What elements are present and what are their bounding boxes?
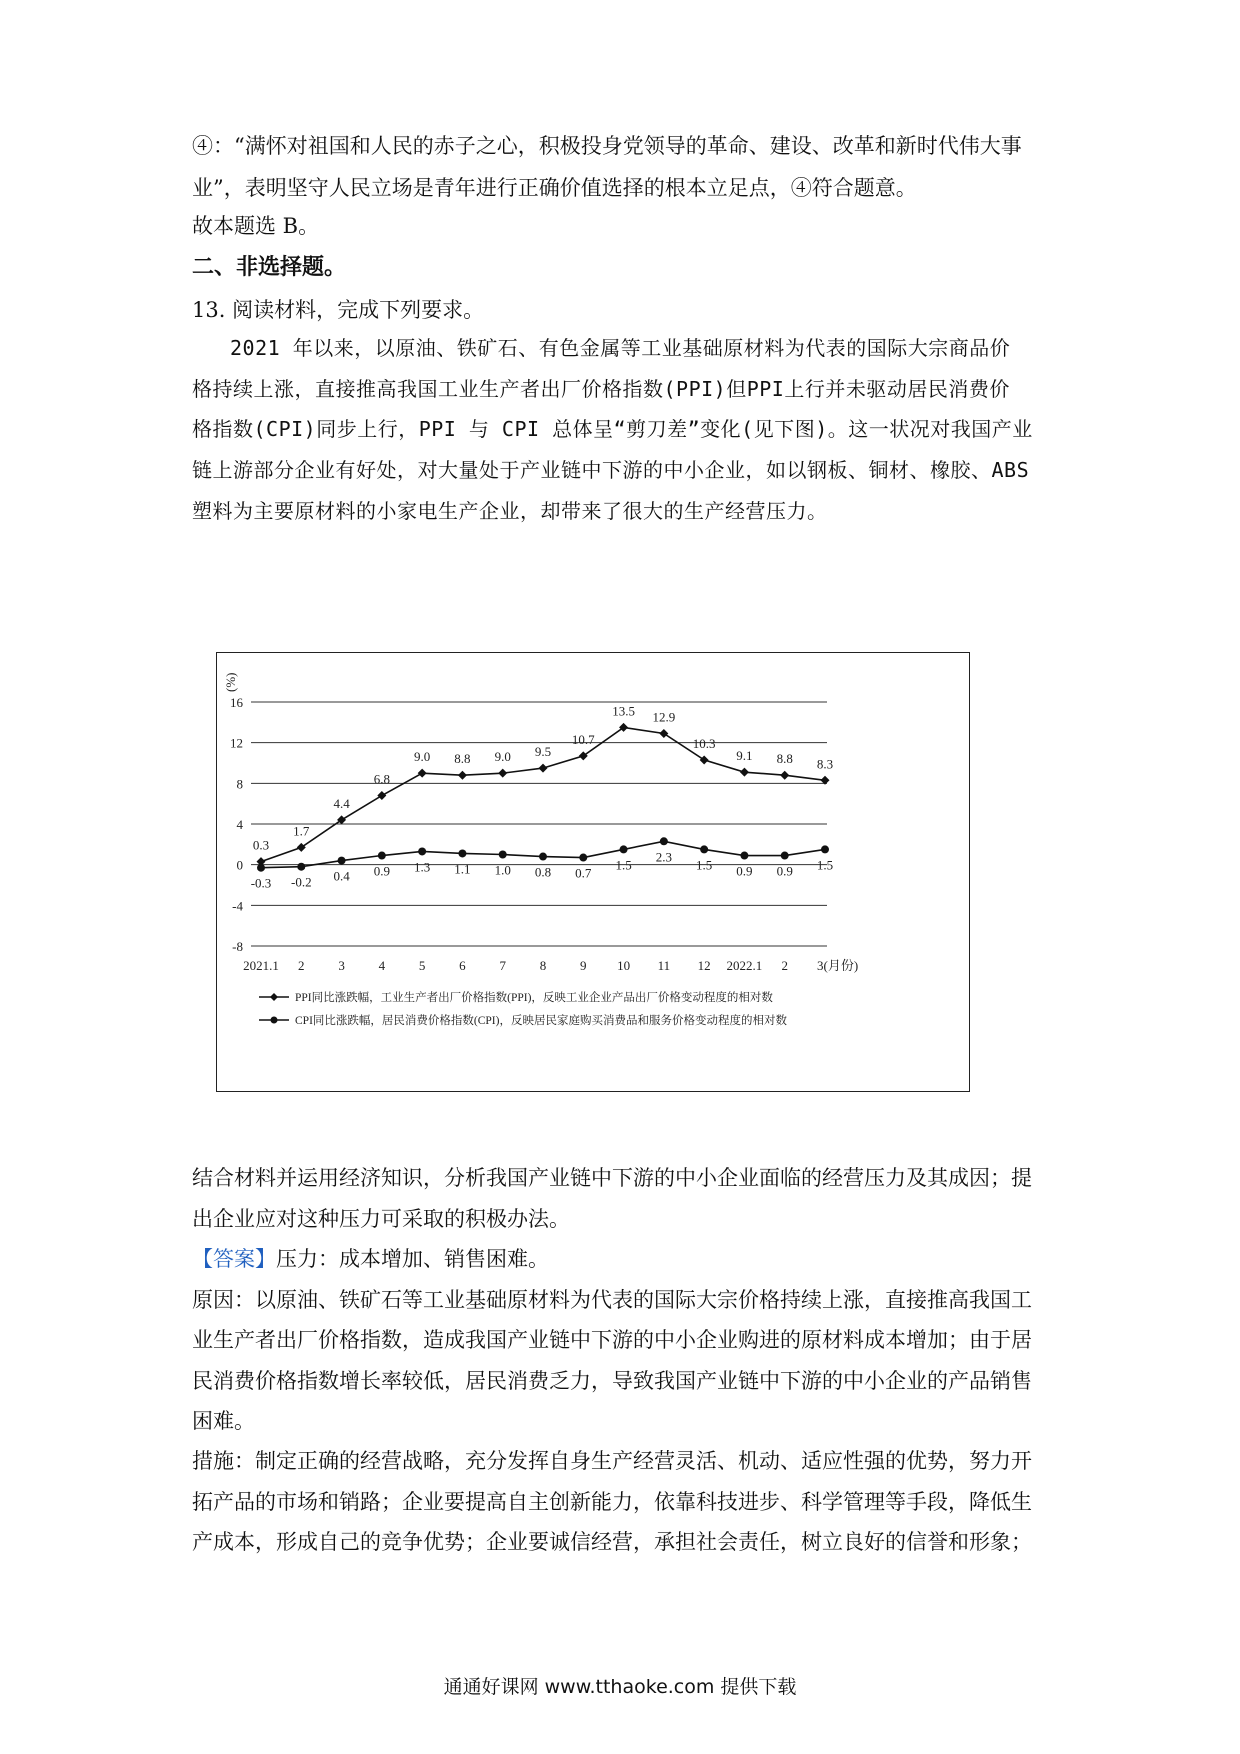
x-tick-label: 3 [338, 958, 345, 973]
answer-tag: 【答案】 [192, 1247, 276, 1271]
prev-answer-line-2: 业”，表明坚守人民立场是青年进行正确价值选择的根本立足点，④符合题意。 [192, 176, 917, 200]
cpi-point [338, 857, 346, 865]
ppi-data-label: 9.0 [414, 749, 431, 765]
x-tick-label: 6 [459, 958, 466, 973]
cpi-point [257, 864, 265, 872]
requirement-line: 出企业应对这种压力可采取的积极办法。 [192, 1207, 570, 1231]
x-tick-label: 2022.1 [726, 958, 763, 973]
ppi-data-label: 0.3 [252, 837, 270, 853]
cpi-data-label: 1.0 [494, 862, 511, 878]
ppi-data-label: 6.8 [373, 771, 390, 787]
ppi-data-label: 13.5 [612, 703, 635, 719]
cpi-point [499, 851, 507, 859]
question-stem: 13. 阅读材料，完成下列要求。 [192, 298, 485, 322]
answer-measure-line: 产成本，形成自己的竞争优势；企业要诚信经营，承担社会责任，树立良好的信誉和形象； [192, 1530, 1032, 1554]
legend-cpi-text: CPI同比涨跌幅，居民消费价格指数(CPI)，反映居民家庭购买消费品和服务价格变动程度的相对数 [295, 1015, 787, 1027]
y-tick-label: 8 [236, 776, 243, 792]
cpi-point [660, 837, 668, 845]
answer-pressure-text: 压力：成本增加、销售困难。 [276, 1247, 549, 1271]
cpi-data-label: 1.1 [454, 861, 471, 877]
answer-cause-line: 困难。 [192, 1409, 255, 1433]
y-axis-label: (%) [223, 672, 238, 692]
y-tick-label: 4 [236, 817, 243, 832]
cpi-data-label: 0.9 [776, 863, 793, 879]
cpi-data-label: 2.3 [655, 849, 672, 865]
cpi-data-label: 1.5 [816, 857, 834, 873]
page-footer: 通通好课网 www.tthaoke.com 提供下载 [443, 1676, 797, 1698]
x-tick-label: 2 [781, 958, 788, 973]
ppi-data-label: 8.8 [454, 751, 471, 767]
ppi-point [539, 764, 548, 773]
legend-ppi-text: PPI同比涨跌幅，工业生产者出厂价格指数(PPI)，反映工业企业产品出厂价格变动程度的相对数 [295, 992, 773, 1004]
ppi-data-label: 1.7 [293, 823, 310, 839]
cpi-data-label: -0.3 [250, 875, 272, 891]
cpi-point [539, 853, 547, 861]
requirement-line: 结合材料并运用经济知识，分析我国产业链中下游的中小企业面临的经营压力及其成因；提 [192, 1166, 1032, 1190]
cpi-data-label: 0.9 [736, 863, 753, 879]
cpi-data-label: 0.4 [333, 868, 350, 884]
ppi-data-label: 12.9 [652, 709, 676, 725]
ppi-cpi-chart [216, 652, 970, 1092]
cpi-data-label: 1.3 [414, 859, 431, 875]
cpi-point [418, 847, 426, 855]
x-tick-label: 12 [697, 958, 711, 973]
cpi-point [821, 845, 829, 853]
material-line: 塑料为主要原材料的小家电生产企业，却带来了很大的生产经营压力。 [192, 499, 828, 523]
x-tick-label: 11 [657, 958, 671, 973]
cpi-point [458, 849, 466, 857]
legend-cpi-marker [271, 1017, 278, 1024]
ppi-data-label: 4.4 [333, 795, 350, 811]
answer-measure-line: 措施：制定正确的经营战略，充分发挥自身生产经营灵活、机动、适应性强的优势，努力开 [192, 1449, 1032, 1473]
x-tick-label: 7 [499, 958, 506, 973]
cpi-point [740, 852, 748, 860]
ppi-point [337, 815, 346, 824]
x-tick-label: 8 [539, 958, 547, 973]
x-tick-label: 9 [580, 958, 587, 973]
cpi-point [297, 863, 305, 871]
cpi-data-label: -0.2 [290, 874, 312, 890]
x-tick-label: 2021.1 [243, 958, 279, 973]
x-tick-label: 3(月份) [817, 958, 859, 973]
y-tick-label: 16 [230, 695, 243, 710]
ppi-point [418, 769, 427, 778]
x-tick-label: 5 [418, 958, 426, 973]
ppi-point [458, 771, 467, 780]
prev-answer-line-1: ④：“满怀对祖国和人民的赤子之心，积极投身党领导的革命、建设、改革和新时代伟大事 [192, 134, 1022, 158]
cpi-data-label: 1.5 [696, 857, 713, 873]
cpi-data-label: 0.8 [534, 864, 552, 880]
ppi-data-label: 9.5 [534, 744, 552, 760]
cpi-data-label: 1.5 [615, 857, 632, 873]
cpi-point [620, 845, 628, 853]
material-line: 格指数(CPI)同步上行，PPI 与 CPI 总体呈“剪刀差”变化(见下图)。这一状况对我国产业 [192, 417, 1033, 441]
cpi-data-label: 0.9 [373, 863, 390, 879]
ppi-point [659, 729, 668, 738]
y-tick-label: -4 [232, 898, 243, 914]
material-line: 格持续上涨，直接推高我国工业生产者出厂价格指数(PPI)但PPI上行并未驱动居民消费价 [192, 377, 1010, 401]
answer-cause-line: 业生产者出厂价格指数，造成我国产业链中下游的中小企业购进的原材料成本增加；由于居 [192, 1328, 1032, 1352]
cpi-point [579, 854, 587, 862]
material-line: 链上游部分企业有好处，对大量处于产业链中下游的中小企业，如以钢板、铜材、橡胶、ABS [192, 458, 1030, 482]
answer-pressure [192, 1244, 1062, 1274]
prev-answer-conclusion: 故本题选 B。 [192, 214, 320, 238]
y-tick-label: 0 [236, 857, 243, 873]
y-tick-label: 12 [230, 735, 243, 751]
material-line: 2021 年以来，以原油、铁矿石、有色金属等工业基础原材料为代表的国际大宗商品价 [230, 336, 1011, 360]
ppi-data-label: 9.1 [736, 748, 753, 764]
answer-cause-line: 民消费价格指数增长率较低，居民消费乏力，导致我国产业链中下游的中小企业的产品销售 [192, 1369, 1032, 1393]
ppi-point [377, 791, 386, 800]
ppi-point [700, 755, 709, 764]
ppi-data-label: 10.7 [571, 731, 595, 747]
chart-svg [217, 653, 969, 1091]
answer-measure-line: 拓产品的市场和销路；企业要提高自主创新能力，依靠科技进步、科学管理等手段，降低生 [192, 1490, 1032, 1514]
ppi-data-label: 8.8 [776, 751, 793, 767]
x-tick-label: 10 [617, 958, 631, 973]
cpi-data-label: 0.7 [575, 865, 592, 881]
ppi-point [297, 843, 306, 852]
section-title: 二、非选择题。 [192, 255, 347, 280]
cpi-point [700, 845, 708, 853]
x-tick-label: 2 [298, 958, 305, 973]
ppi-point [498, 769, 507, 778]
ppi-data-label: 10.3 [692, 735, 716, 751]
ppi-point [780, 771, 789, 780]
ppi-point [740, 768, 749, 777]
x-tick-label: 4 [378, 958, 386, 973]
ppi-data-label: 8.3 [816, 756, 834, 772]
answer-cause-line: 原因：以原油、铁矿石等工业基础原材料为代表的国际大宗价格持续上涨，直接推高我国工 [192, 1288, 1032, 1312]
cpi-point [781, 852, 789, 860]
ppi-data-label: 9.0 [494, 749, 511, 765]
y-tick-label: -8 [232, 939, 243, 954]
cpi-point [378, 852, 386, 860]
legend-ppi-marker [270, 993, 278, 1001]
